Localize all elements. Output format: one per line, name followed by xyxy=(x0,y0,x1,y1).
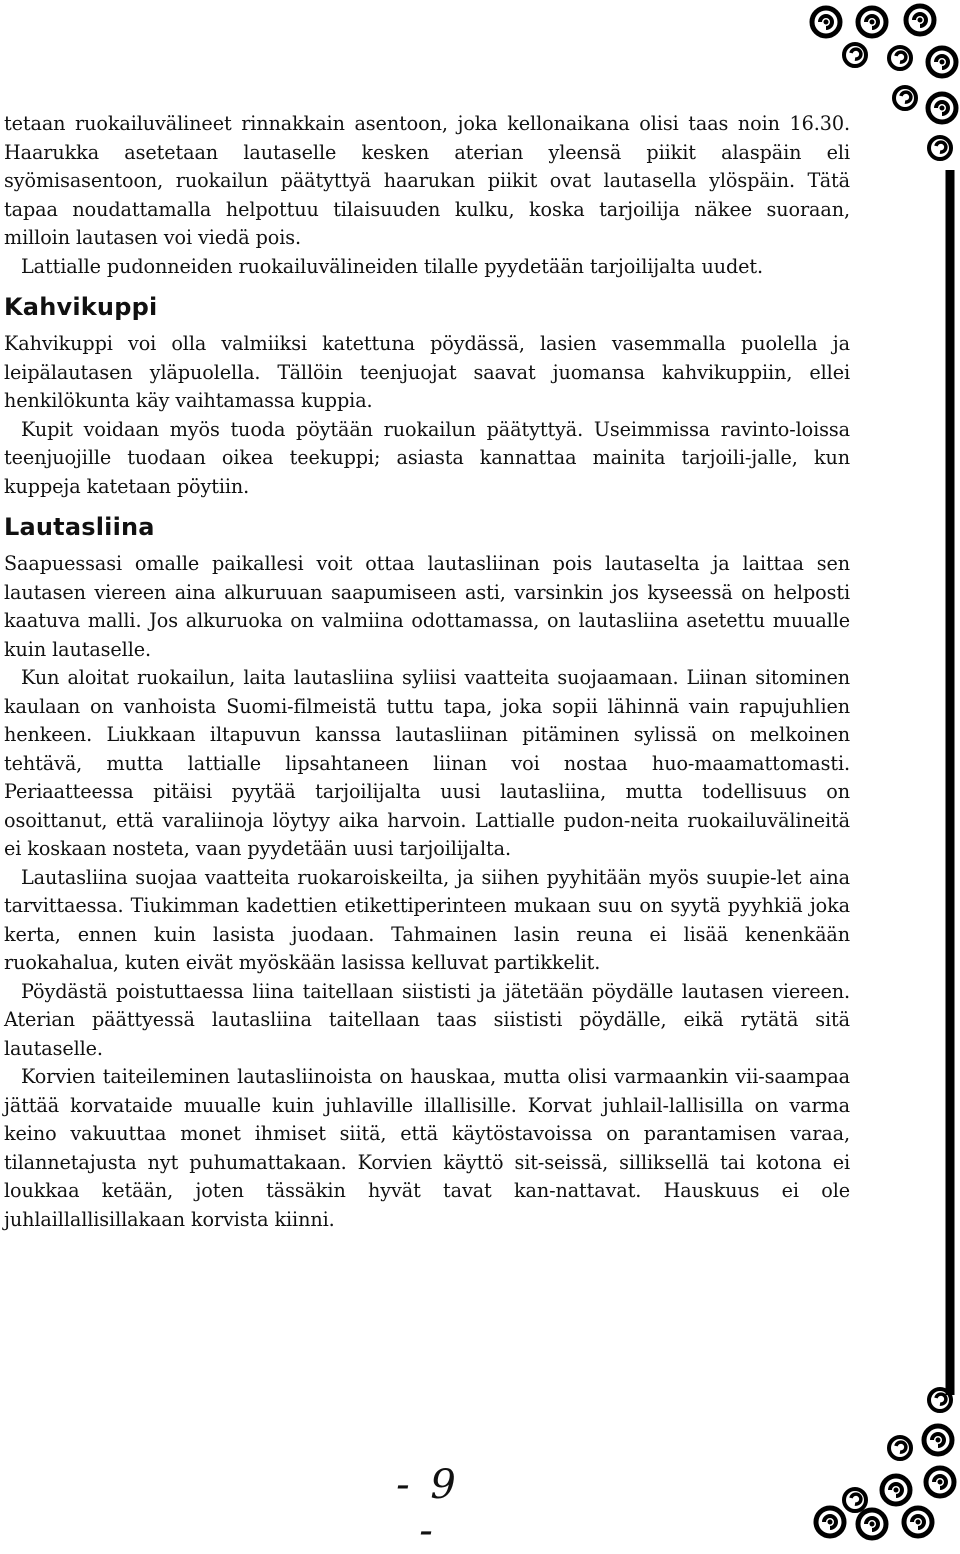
paragraph-lautasliina-2: Kun aloitat ruokailun, laita lautasliina syliisi vaatteita suojaamaan. Liinan sitominen kaulaan on vanhoista Suomi-filmeistä tuttu tapa, joka sopii lähinnä vain rapujuhlien henkeen. Liukkaan iltapuvun kanssa lautasliinan pitäminen sylissä on melkoinen tehtävä, mutta lattialle lipsahtaneen liinan voi nostaa huo-maamattomasti. Periaatteessa pitäisi pyytää tarjoilijalta uusi lautasliina, mutta todellisuus on osoittanut, että varaliinoja löytyy aika harvoin. Lattialle pudon-neita ruokailuvälineitä ei koskaan nosteta, vaan pyydetään uusi tarjoilijalta. xyxy=(4,666,850,860)
paragraph-lautasliina-5: Korvien taiteileminen lautasliinoista on hauskaa, mutta olisi varmaankin vii-saampaa jättää korvataide muualle kuin juhlaville illallisille. Korvat juhlail-lallisilla on varma keino vakuuttaa monet ihmiset siitä, että käytöstavoissa on parantamisen varaa, tilannetajusta nyt puhumattakaan. Korvien käyttö sit-seissä, silliksellä tai kotona ei loukkaa ketään, joten tässäkin hyvät tavat kan-nattavat. Hauskuus ei ole juhlaillallisillakaan korvista kiinni. xyxy=(4,1065,850,1231)
paragraph-lautasliina-4: Pöydästä poistuttaessa liina taitellaan siististi ja jätetään pöydälle lautasen viereen. Aterian päättyessä lautasliina taitellaan taas siististi pöydälle, eikä rytätä sitä lautaselle. xyxy=(4,979,850,1060)
paragraph-dropped-cutlery: Lattialle pudonneiden ruokailuvälineiden tilalle pyydetään tarjoilijalta uudet. xyxy=(21,254,764,278)
page-body xyxy=(4,110,850,1234)
heading-kahvikuppi: Kahvikuppi xyxy=(4,293,158,321)
paragraph-intro: tetaan ruokailuvälineet rinnakkain asentoon, joka kellonaikana olisi taas noin 16.30. Haarukka asetetaan lautaselle kesken aterian yleensä piikit alaspäin eli syömisasentoon, ruokailun päätyttyä haarukan piikit ovat lautasella ylöspäin. Tätä tapaa noudattamalla helpottuu tilaisuuden kulku, koska tarjoilija näkee suoraan, milloin lautasen voi viedä pois. xyxy=(4,112,850,249)
paragraph-lautasliina-3: Lautasliina suojaa vaatteita ruokaroiskeilta, ja siihen pyyhitään myös suupie-let aina tarvittaessa. Tiukimman kadettien etikettiperinteen mukaan suu on syytä pyyhkiä joka kerta, ennen kuin lasista juodaan. Tahmainen lasin reuna ei lisää kenenkään ruokahalua, kuten eivät myöskään lasissa kelluvat partikkelit. xyxy=(4,865,850,974)
corner-ornament-bottom xyxy=(816,1389,954,1538)
paragraph-lautasliina-1: Saapuessasi omalle paikallesi voit ottaa lautasliinan pois lautaselta ja laittaa sen lautasen viereen aina alkuruuan saapumiseen asti, varsinkin jos kyseessä on helposti kaatuva malli. Jos alkuruoka on valmiina odottamassa, on lautasliina asetettu muualle kuin lautaselle. xyxy=(4,552,850,661)
heading-lautasliina: Lautasliina xyxy=(4,513,155,541)
paragraph-kahvikuppi-1: Kahvikuppi voi olla valmiiksi katettuna pöydässä, lasien vasemmalla puolella ja leipälautasen yläpuolella. Tällöin teenjuojat saavat juomansa kahvikuppiin, ellei henkilökunta käy vaihtamassa kuppia. xyxy=(4,332,850,412)
paragraph-kahvikuppi-2: Kupit voidaan myös tuoda pöytään ruokailun päätyttyä. Useimmissa ravinto-loissa teenjuojille tuodaan oikea teekuppi; asiasta kannattaa mainita tarjoili-jalle, kun kuppeja katetaan pöytiin. xyxy=(4,417,850,498)
page-number: - 9 - xyxy=(396,1462,460,1554)
